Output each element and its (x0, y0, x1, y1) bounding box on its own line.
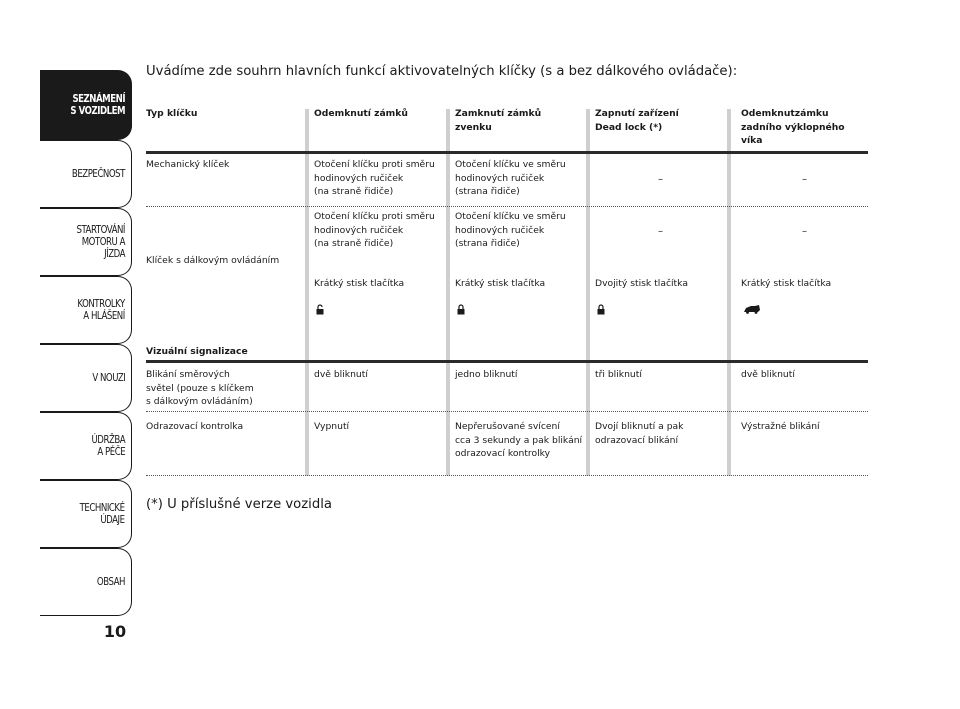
row-remote-b-tailgate-text: Krátký stisk tlačítka (741, 277, 832, 289)
row-mechanical-tailgate: – (802, 174, 807, 185)
footnote: (*) U příslušné verze vozidla (146, 497, 332, 512)
page-number: 10 (103, 622, 127, 641)
row-remote-b-tailgate (741, 263, 831, 318)
tab-udrzba[interactable] (40, 412, 132, 480)
row-indicators-unlock: dvě bliknutí (314, 369, 368, 380)
tab-label: ÚDRŽBA A PÉČE (91, 433, 125, 458)
row-remote-a-unlock: Otočení klíčku proti směru hodinových ručiček (na straně řidiče) (314, 211, 435, 250)
row-rule (146, 411, 868, 412)
row-indicators-deadlock: tři bliknutí (595, 369, 642, 380)
tab-label: KONTROLKY A HLÁŠENÍ (77, 297, 125, 322)
row-remote-a-lock: Otočení klíčku ve směru hodinových ručiček (strana řidiče) (455, 211, 566, 250)
tab-seznameni-s-vozidlem[interactable] (40, 70, 132, 140)
row-led-lock: Nepřerušované svícení cca 3 sekundy a pak blikání odrazovací kontrolky (455, 421, 583, 460)
header-tailgate: Odemknutzámku zadního výklopného víka (741, 108, 845, 147)
row-remote-b-deadlock (595, 263, 688, 319)
row-remote-type: Klíček s dálkovým ovládáním (146, 255, 280, 266)
row-remote-b-deadlock-text: Dvojitý stisk tlačítka (595, 277, 688, 289)
row-remote-b-unlock-text: Krátký stisk tlačítka (314, 277, 405, 289)
row-rule (146, 475, 868, 476)
tab-kontrolky[interactable] (40, 276, 132, 344)
padlock-open-icon (316, 290, 324, 319)
header-rule (146, 151, 868, 154)
row-indicators-type: Blikání směrových světel (pouze s klíčkem s dálkovým ovládáním) (146, 369, 254, 408)
tab-v-nouzi[interactable] (40, 344, 132, 412)
row-rule (146, 206, 868, 207)
header-key-type: Typ klíčku (146, 108, 198, 119)
tab-label: STARTOVÁNÍ MOTORU A JÍZDA (76, 223, 125, 260)
tab-obsah[interactable] (40, 548, 132, 616)
row-led-unlock: Vypnutí (314, 421, 350, 432)
header-lock: Zamknutí zámků zvenku (455, 108, 542, 133)
tab-startovani[interactable] (40, 208, 132, 276)
tab-label: TECHNICKÉ ÚDAJE (80, 501, 125, 526)
row-mechanical-lock: Otočení klíčku ve směru hodinových ručiček (strana řidiče) (455, 159, 566, 198)
column-divider (727, 109, 731, 476)
column-divider (446, 109, 450, 476)
row-indicators-lock: jedno bliknutí (455, 369, 518, 380)
section-rule (146, 360, 868, 363)
padlock-closed-icon (457, 290, 465, 319)
row-remote-b-lock-text: Krátký stisk tlačítka (455, 277, 546, 289)
car-trunk-icon (743, 290, 761, 318)
row-mechanical-unlock: Otočení klíčku proti směru hodinových ručiček (na straně řidiče) (314, 159, 435, 198)
row-led-type: Odrazovací kontrolka (146, 421, 244, 432)
row-remote-b-lock (455, 263, 545, 319)
intro-text: Uvádíme zde souhrn hlavních funkcí aktivovatelných klíčky (s a bez dálkového ovládače): (146, 64, 738, 79)
tab-bezpecnost[interactable] (40, 140, 132, 208)
row-mechanical-type: Mechanický klíček (146, 159, 230, 170)
tab-label: SEZNÁMENÍ S VOZIDLEM (70, 92, 125, 117)
padlock-closed-icon (597, 290, 605, 319)
signal-header: Vizuální signalizace (146, 346, 248, 357)
column-divider (586, 109, 590, 476)
row-led-deadlock: Dvojí bliknutí a pak odrazovací blikání (595, 421, 684, 446)
row-led-tailgate: Výstražné blikání (741, 421, 820, 432)
tab-label: OBSAH (96, 575, 125, 588)
row-remote-a-deadlock: – (658, 226, 663, 237)
tab-technicke-udaje[interactable] (40, 480, 132, 548)
row-mechanical-deadlock: – (658, 174, 663, 185)
row-remote-a-tailgate: – (802, 226, 807, 237)
row-remote-b-unlock (314, 263, 404, 319)
header-deadlock: Zapnutí zařízení Dead lock (*) (595, 108, 679, 133)
tab-label: V NOUZI (91, 371, 125, 384)
tab-label: BEZPEČNOST (72, 167, 125, 180)
row-indicators-tailgate: dvě bliknutí (741, 369, 795, 380)
column-divider (305, 109, 309, 476)
header-unlock: Odemknutí zámků (314, 108, 408, 119)
